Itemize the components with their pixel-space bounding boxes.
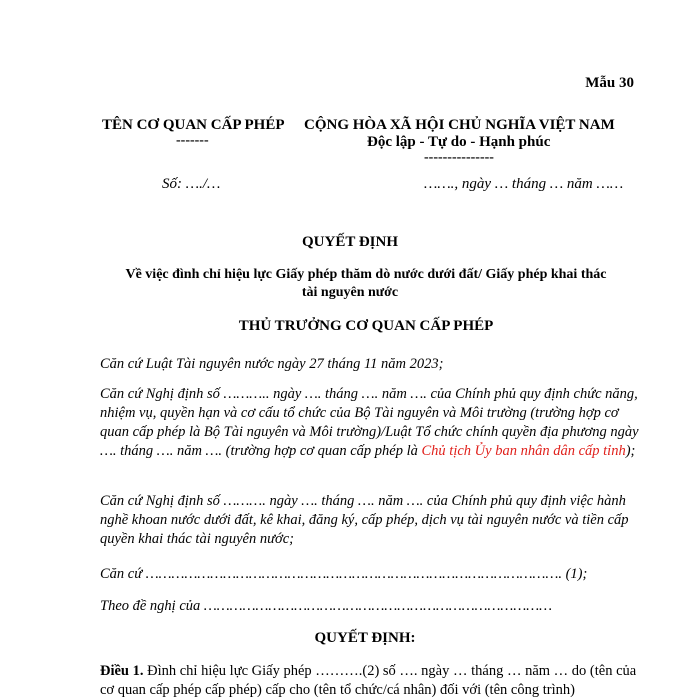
legal-basis-2-end: ); [625, 443, 636, 459]
issuing-agency-name: TÊN CƠ QUAN CẤP PHÉP [102, 117, 285, 133]
article-1-text: Đình chỉ hiệu lực Giấy phép ……….(2) số …. ngày … tháng … năm … do (tên của cơ quan cấp phép cấp phép) cấp cho (tên tổ chức/cá nhân) đối với (tên công trình) [100, 663, 637, 698]
national-name: CỘNG HÒA XÃ HỘI CHỦ NGHĨA VIỆT NAM [304, 117, 615, 133]
proposal-line: Theo đề nghị của ……………………………………………………………………… [100, 598, 553, 614]
document-title: QUYẾT ĐỊNH [302, 234, 398, 250]
legal-basis-1: Căn cứ Luật Tài nguyên nước ngày 27 tháng 11 năm 2023; [100, 356, 444, 372]
agency-underline: ------- [176, 133, 209, 148]
article-1 [100, 662, 640, 700]
legal-basis-2-text: Căn cứ Nghị định số ……….. ngày …. tháng …. năm …. của Chính phủ quy định chức năng, nhiệm vụ, quyền hạn và cơ cấu tổ chức của Bộ Tài nguyên và Môi trường (trường hợp cơ quan cấp phép là Bộ Tài nguyên và Môi trường)/Luật Tổ chức chính quyền địa phương ngày …. tháng …. năm …. (trường hợp cơ quan cấp phép là [100, 386, 639, 459]
legal-basis-4: Căn cứ ……………………………………………………………………………………. (1); [100, 566, 588, 582]
legal-basis-3: Căn cứ Nghị định số ………. ngày …. tháng …. năm …. của Chính phủ quy định việc hành nghề khoan nước dưới đất, kê khai, đăng ký, cấp phép, dịch vụ tài nguyên nước và tiền cấp quyền khai thác tài nguyên nước; [100, 493, 629, 547]
subject-line-2: tài nguyên nước [301, 285, 399, 300]
form-code: Mẫu 30 [585, 75, 634, 91]
legal-basis-2 [100, 385, 640, 461]
document-date: ……., ngày … tháng … năm …… [424, 176, 624, 192]
motto-underline: --------------- [424, 150, 494, 165]
document-number: Số: …./… [162, 176, 221, 192]
subject-line-1: Về việc đình chỉ hiệu lực Giấy phép thăm dò nước dưới đất/ Giấy phép khai thác [125, 267, 607, 282]
national-motto: Độc lập - Tự do - Hạnh phúc [367, 134, 551, 150]
legal-basis-2-highlight: Chủ tịch Ủy ban nhân dân cấp tỉnh [421, 443, 626, 459]
article-1-label: Điều 1. [100, 663, 144, 679]
authority-heading: THỦ TRƯỞNG CƠ QUAN CẤP PHÉP [238, 318, 494, 334]
decision-heading: QUYẾT ĐỊNH: [314, 630, 416, 646]
